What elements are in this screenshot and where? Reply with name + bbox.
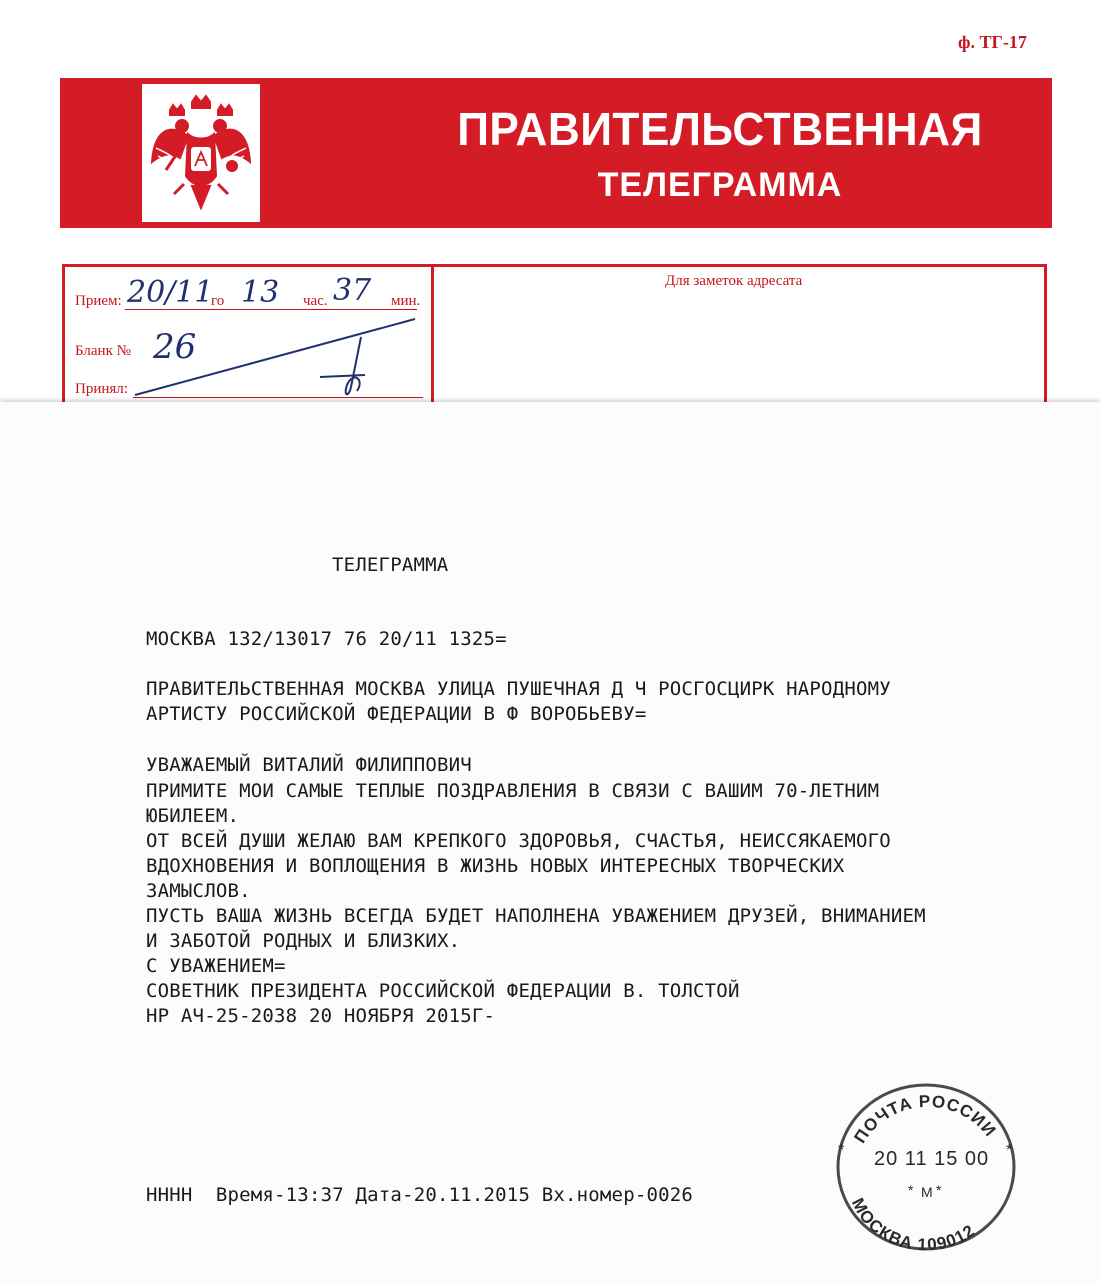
address-line: ПРАВИТЕЛЬСТВЕННАЯ МОСКВА УЛИЦА ПУШЕЧНАЯ Д Ч РОСГОСЦИРК НАРОДНОМУ <box>146 678 891 700</box>
form-code: ф. ТГ-17 <box>958 32 1027 52</box>
blank-number-label: Бланк № <box>75 343 131 359</box>
banner-subtitle: ТЕЛЕГРАММА <box>597 166 843 204</box>
stamp-star-mid-left: * <box>908 1182 914 1198</box>
received-date-handwritten: 20/11 <box>127 275 214 310</box>
registration-fields <box>65 267 434 405</box>
received-label: Прием: <box>75 293 122 309</box>
telegram-heading: ТЕЛЕГРАММА <box>332 554 449 576</box>
header-banner <box>60 78 1052 228</box>
body-line: ОТ ВСЕЙ ДУШИ ЖЕЛАЮ ВАМ КРЕПКОГО ЗДОРОВЬЯ, СЧАСТЬЯ, НЕИССЯКАЕМОГО <box>146 830 891 852</box>
blank-number-handwritten: 26 <box>153 327 197 367</box>
banner-title: ПРАВИТЕЛЬСТВЕННАЯ <box>457 103 983 155</box>
postmark-stamp <box>826 1075 1026 1255</box>
footer-line: НННН Время-13:37 Дата-20.11.2015 Вх.номер-0026 <box>146 1184 694 1206</box>
registration-box <box>62 264 1047 408</box>
body-line: ПРИМИТЕ МОИ САМЫЕ ТЕПЛЫЕ ПОЗДРАВЛЕНИЯ В СВЯЗИ С ВАШИМ 70-ЛЕТНИМ <box>146 780 880 802</box>
received-hours-label: час. <box>303 293 328 309</box>
body-line: ВДОХНОВЕНИЯ И ВОПЛОЩЕНИЯ В ЖИЗНЬ НОВЫХ ИНТЕРЕСНЫХ ТВОРЧЕСКИХ <box>146 855 845 877</box>
stamp-star-left: * <box>838 1142 845 1159</box>
body-line: ПУСТЬ ВАША ЖИЗНЬ ВСЕГДА БУДЕТ НАПОЛНЕНА УВАЖЕНИЕМ ДРУЗЕЙ, ВНИМАНИЕМ <box>146 905 926 927</box>
notes-label: Для заметок адресата <box>665 273 803 289</box>
handwritten-strokes <box>65 267 431 411</box>
body-line: ЮБИЛЕЕМ. <box>146 805 240 827</box>
body-line: УВАЖАЕМЫЙ ВИТАЛИЙ ФИЛИППОВИЧ <box>146 754 472 776</box>
received-hours-handwritten: 13 <box>241 275 280 310</box>
routing-line: МОСКВА 132/13017 76 20/11 1325= <box>146 628 507 650</box>
received-minutes-handwritten: 37 <box>333 273 372 308</box>
body-line: ЗАМЫСЛОВ. <box>146 880 251 902</box>
address-line: АРТИСТУ РОССИЙСКОЙ ФЕДЕРАЦИИ В Ф ВОРОБЬЕВУ= <box>146 703 647 725</box>
body-line: НР АЧ-25-2038 20 НОЯБРЯ 2015Г- <box>146 1005 496 1027</box>
signature <box>346 337 361 394</box>
received-go-label: го <box>211 293 225 309</box>
body-line: С УВАЖЕНИЕМ= <box>146 955 286 977</box>
stamp-bottom-text: МОСКВА 109012 <box>847 1195 979 1255</box>
received-minutes-label: мин. <box>391 293 421 309</box>
stamp-date: 20 11 15 00 <box>874 1148 990 1170</box>
emblem-container <box>142 84 260 222</box>
accepted-label: Принял: <box>75 381 128 397</box>
stamp-star-right: * <box>1006 1142 1013 1159</box>
russian-coat-of-arms-icon <box>148 92 254 214</box>
body-line: И ЗАБОТОЙ РОДНЫХ И БЛИЗКИХ. <box>146 930 461 952</box>
body-line: СОВЕТНИК ПРЕЗИДЕНТА РОССИЙСКОЙ ФЕДЕРАЦИИ В. ТОЛСТОЙ <box>146 980 740 1002</box>
stamp-letter: М <box>921 1184 933 1200</box>
stamp-top-text: ПОЧТА РОССИИ <box>850 1091 1000 1147</box>
stamp-star-mid-right: * <box>936 1182 942 1198</box>
